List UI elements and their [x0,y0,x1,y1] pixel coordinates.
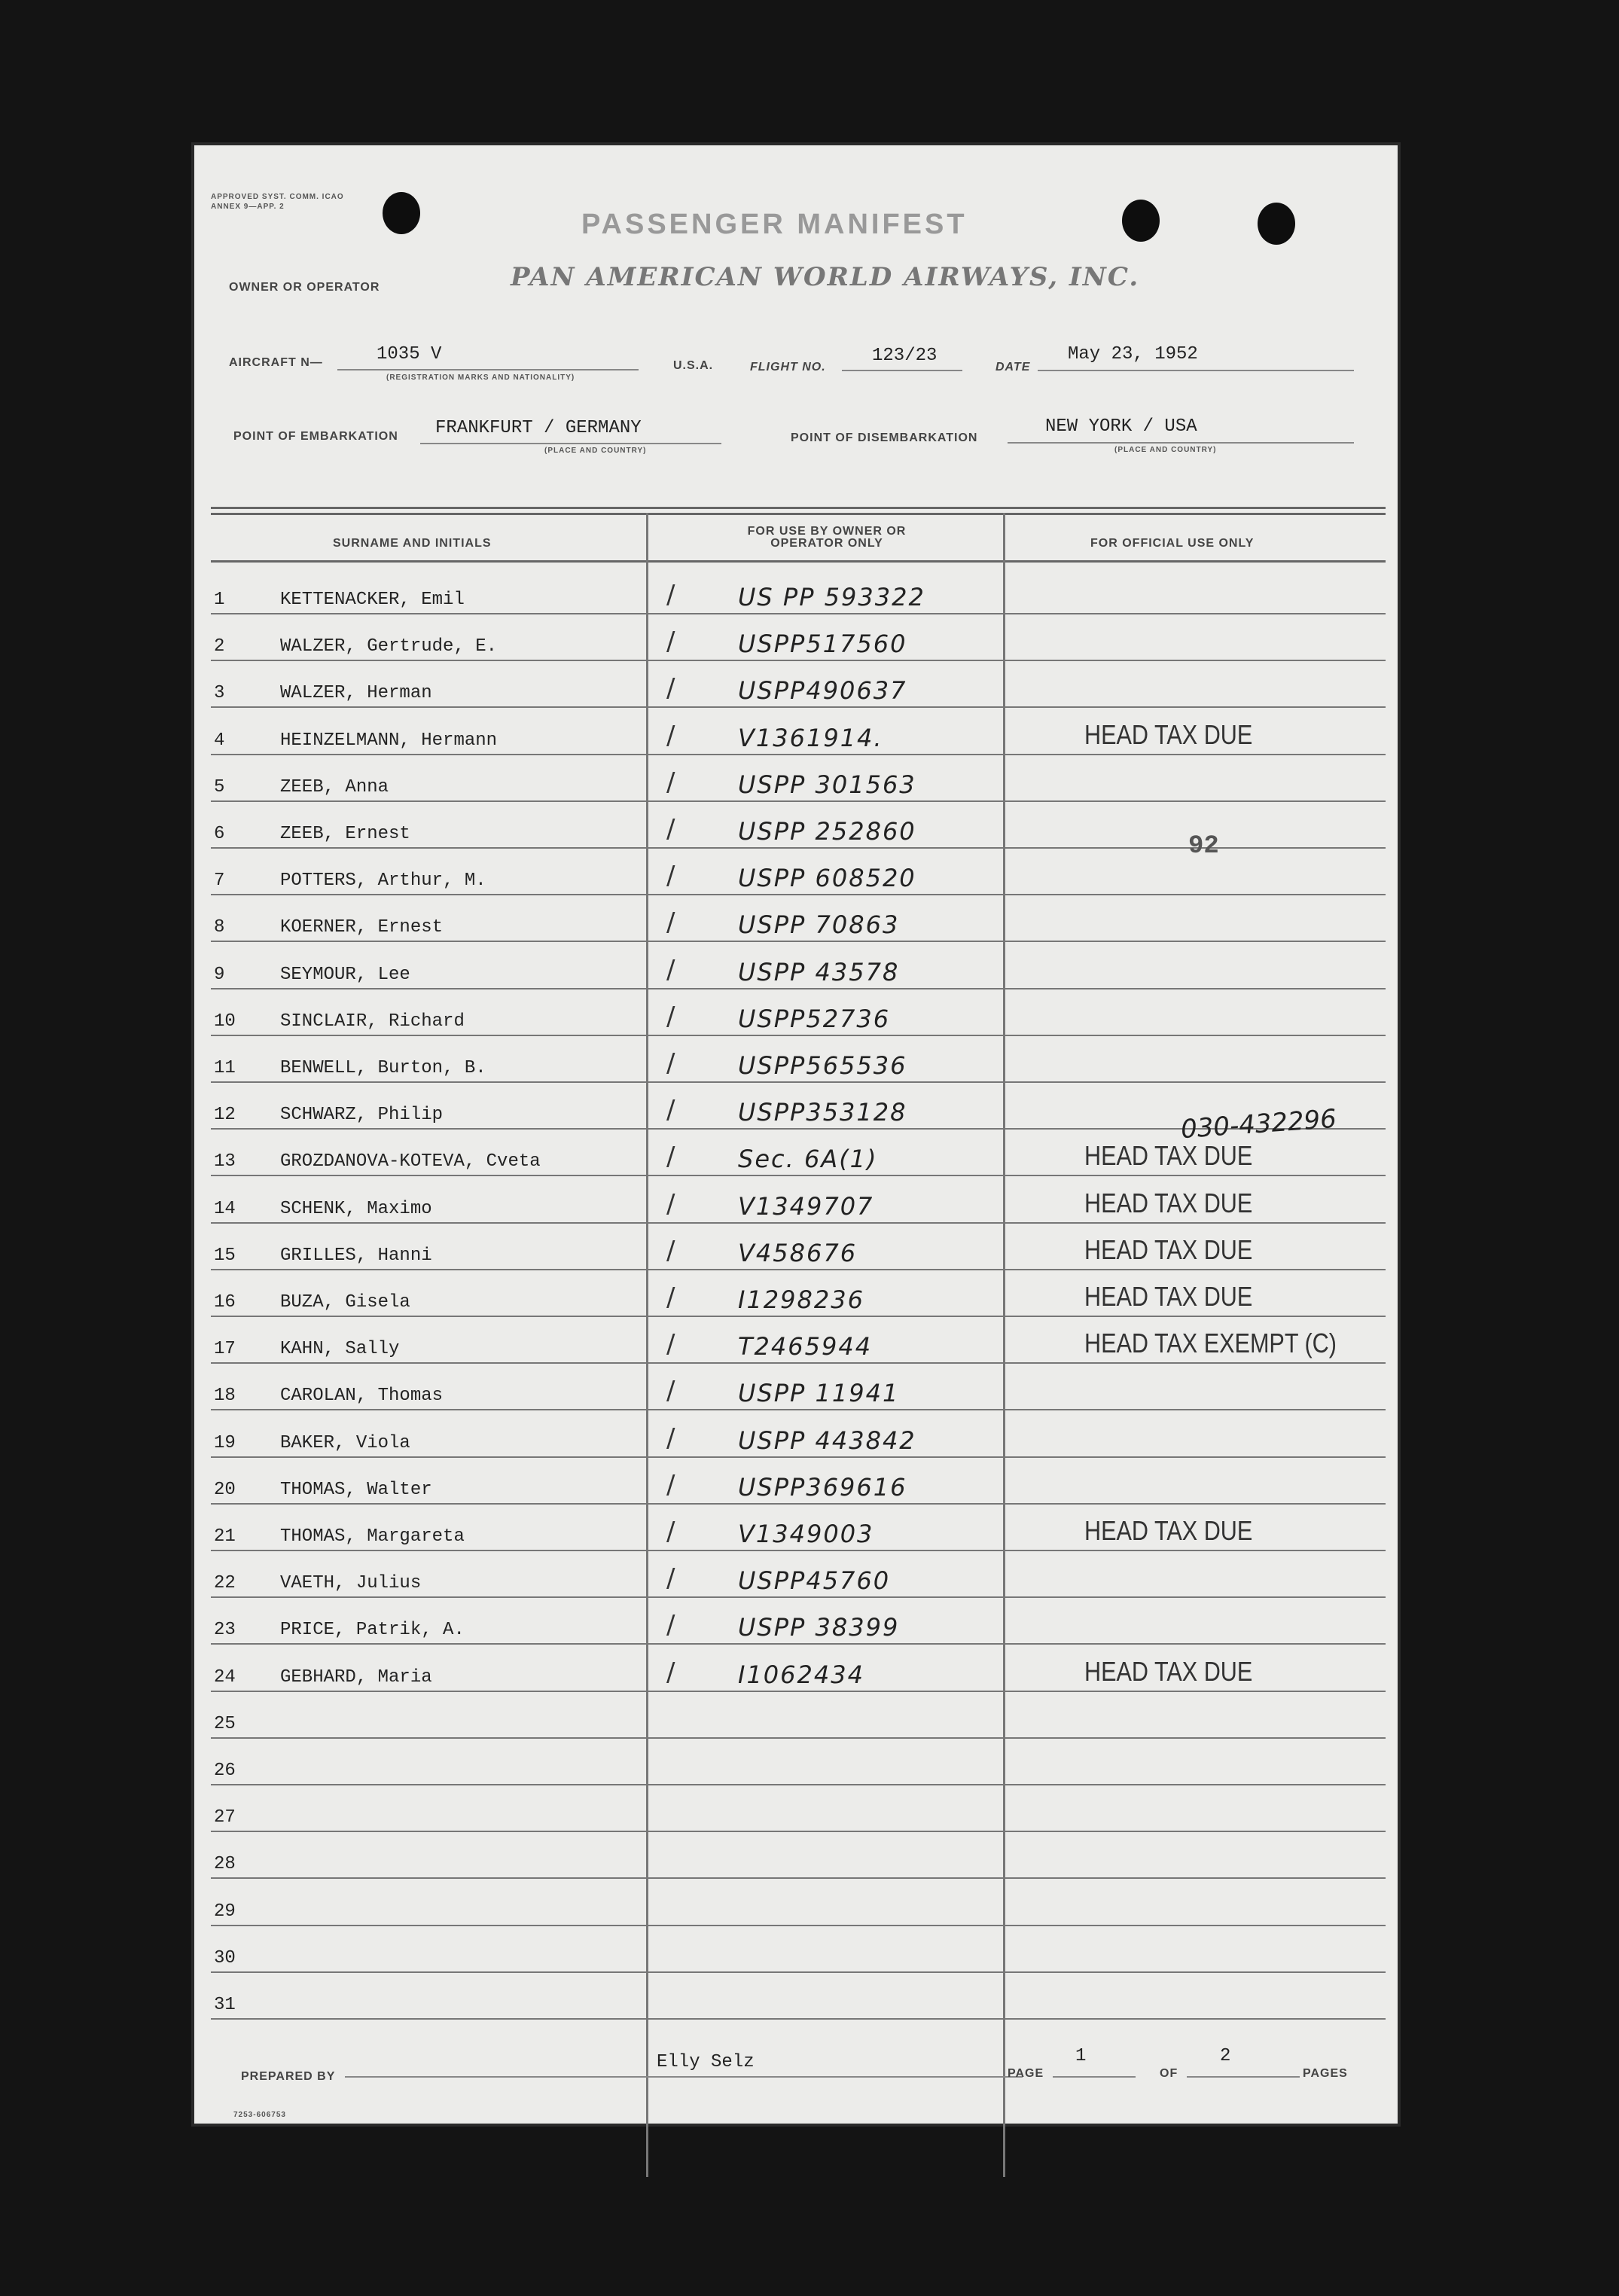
handwritten-id: 030-432296 [1179,1103,1338,1145]
flight-value: 123/23 [872,346,938,366]
official-note: HEAD TAX DUE [1084,1515,1253,1546]
passenger-name: GEBHARD, Maria [280,1666,432,1688]
table-row [211,1223,1386,1270]
passport-number: USPP517560 [738,630,907,659]
check-mark: / [666,580,675,610]
row-number: 30 [214,1947,236,1968]
row-number: 15 [214,1245,236,1266]
row-number: 24 [214,1666,236,1688]
passport-number: US PP 593322 [738,583,925,611]
date-value: May 23, 1952 [1068,344,1198,364]
table-row [211,1457,1386,1505]
check-mark: / [666,907,675,938]
row-number: 1 [214,590,225,610]
check-mark: / [666,673,675,704]
passport-number: USPP369616 [738,1472,907,1502]
passport-number: I1298236 [738,1285,864,1314]
flight-label: FLIGHT NO. [750,361,826,374]
check-mark: / [666,1329,675,1360]
row-number: 17 [214,1339,236,1360]
passenger-name: WALZER, Herman [280,683,432,704]
table-row [211,1972,1386,2020]
owner-label: OWNER OR OPERATOR [229,281,380,294]
passport-number: USPP 301563 [738,770,916,799]
passport-number: Sec. 6A(1) [738,1145,878,1174]
passenger-name: KETTENACKER, Emil [280,590,465,610]
col-official-header: FOR OFFICIAL USE ONLY [1090,537,1255,550]
operator-name: PAN AMERICAN WORLD AIRWAYS, INC. [511,262,1140,292]
passenger-name: ZEEB, Ernest [280,824,410,844]
page-label: PAGE [1008,2067,1044,2080]
row-number: 7 [214,871,225,892]
punch-hole-icon [1122,200,1160,242]
aircraft-label: AIRCRAFT N— [229,356,323,369]
passenger-name: THOMAS, Margareta [280,1526,465,1547]
row-number: 11 [214,1058,236,1078]
disembark-label: POINT OF DISEMBARKATION [791,431,978,444]
prepared-label: PREPARED BY [241,2070,336,2083]
row-number: 22 [214,1573,236,1594]
table-row [211,1785,1386,1832]
row-number: 3 [214,683,225,704]
embark-label: POINT OF EMBARKATION [233,430,398,443]
check-mark: / [666,861,675,892]
disembark-sub: (PLACE AND COUNTRY) [1114,446,1217,454]
check-mark: / [666,1469,675,1500]
check-mark: / [666,1657,675,1688]
row-number: 6 [214,824,225,844]
row-number: 31 [214,1995,236,2015]
passport-number: USPP565536 [738,1051,907,1080]
check-mark: / [666,1563,675,1594]
check-mark: / [666,1517,675,1547]
passport-number: USPP 43578 [738,957,900,986]
of-value: 2 [1220,2046,1231,2066]
table-row [211,660,1386,708]
passport-number: USPP 38399 [738,1613,900,1642]
check-mark: / [666,1235,675,1266]
official-note: HEAD TAX DUE [1084,1140,1253,1172]
passenger-name: GRILLES, Hanni [280,1245,432,1266]
table-row [211,708,1386,755]
row-number: 19 [214,1432,236,1453]
passenger-name: SCHENK, Maximo [280,1198,432,1219]
passenger-name: KOERNER, Ernest [280,917,444,938]
manifest-sheet [194,145,1398,2124]
passport-number: T2465944 [738,1332,873,1361]
embark-value: FRANKFURT / GERMANY [435,418,642,438]
row-number: 26 [214,1761,236,1781]
col-owner-header: FOR USE BY OWNER OR OPERATOR ONLY [747,525,907,550]
passport-number: I1062434 [738,1660,864,1689]
table-row [211,1691,1386,1739]
check-mark: / [666,954,675,985]
table-row [211,1316,1386,1364]
approval-note: APPROVED SYST. COMM. ICAO ANNEX 9—APP. 2 [211,193,344,211]
passport-number: V1349707 [738,1191,874,1221]
passenger-name: BAKER, Viola [280,1432,410,1453]
table-row [211,1504,1386,1551]
table-row [211,755,1386,802]
check-mark: / [666,1142,675,1172]
table-row [211,1270,1386,1317]
passport-number: USPP 11941 [738,1379,900,1408]
check-mark: / [666,1610,675,1641]
aircraft-value: 1035 V [377,344,442,364]
row-number: 27 [214,1807,236,1828]
page-value: 1 [1075,2046,1087,2066]
official-note: HEAD TAX DUE [1084,1187,1253,1218]
passport-number: USPP 608520 [738,864,916,893]
check-mark: / [666,767,675,797]
punch-hole-icon [383,192,420,234]
passenger-name: KAHN, Sally [280,1339,400,1360]
check-mark: / [666,1422,675,1453]
check-mark: / [666,814,675,844]
row-number: 29 [214,1901,236,1922]
passport-number: V458676 [738,1238,858,1267]
table-row [211,614,1386,661]
row-number: 10 [214,1011,236,1032]
table-row [211,1645,1386,1692]
check-mark: / [666,1282,675,1313]
form-number: 7253-606753 [233,2111,286,2119]
passport-number: USPP490637 [738,676,907,706]
stamp-number: 92 [1188,832,1219,861]
row-number: 12 [214,1105,236,1126]
passport-number: V1349003 [738,1520,874,1548]
passport-number: USPP 252860 [738,817,916,846]
passport-number: USPP 443842 [738,1425,916,1455]
row-number: 16 [214,1292,236,1313]
passenger-name: GROZDANOVA-KOTEVA, Cveta [280,1151,541,1172]
table-row [211,1363,1386,1410]
table-row [211,989,1386,1036]
passenger-name: HEINZELMANN, Hermann [280,730,498,751]
table-row [211,1176,1386,1224]
passenger-name: SEYMOUR, Lee [280,964,410,985]
form-title: PASSENGER MANIFEST [581,209,968,240]
table-row [211,1550,1386,1598]
table-row [211,1597,1386,1645]
table-row [211,567,1386,614]
passenger-name: PRICE, Patrik, A. [280,1620,465,1641]
row-number: 9 [214,964,225,985]
date-label: DATE [995,361,1031,374]
table-row [211,895,1386,942]
table-row [211,1035,1386,1083]
punch-hole-icon [1258,203,1295,245]
passenger-name: ZEEB, Anna [280,776,389,797]
passport-number: USPP52736 [738,1004,891,1033]
table-row [211,1410,1386,1458]
passenger-name: BENWELL, Burton, B. [280,1058,486,1078]
row-number: 21 [214,1526,236,1547]
row-number: 20 [214,1479,236,1500]
row-number: 25 [214,1713,236,1734]
passport-number: USPP353128 [738,1098,907,1127]
row-number: 28 [214,1854,236,1875]
pages-label: PAGES [1303,2067,1348,2080]
check-mark: / [666,1048,675,1078]
embark-sub: (PLACE AND COUNTRY) [544,447,647,455]
passenger-name: POTTERS, Arthur, M. [280,871,486,892]
passenger-name: VAETH, Julius [280,1573,422,1594]
row-number: 5 [214,776,225,797]
row-number: 23 [214,1620,236,1641]
table-row [211,1926,1386,1973]
prepared-value: Elly Selz [657,2052,755,2072]
check-mark: / [666,627,675,657]
table-row [211,942,1386,989]
passenger-name: BUZA, Gisela [280,1292,410,1313]
row-number: 14 [214,1198,236,1219]
table-row [211,1831,1386,1879]
check-mark: / [666,1188,675,1219]
row-number: 18 [214,1386,236,1407]
official-note: HEAD TAX DUE [1084,1655,1253,1687]
usa-label: U.S.A. [673,359,714,372]
official-note: HEAD TAX EXEMPT (C) [1084,1328,1337,1359]
official-note: HEAD TAX DUE [1084,718,1253,750]
row-number: 13 [214,1151,236,1172]
aircraft-sub: (REGISTRATION MARKS AND NATIONALITY) [386,374,575,382]
table-row [211,1738,1386,1785]
table-row [211,1879,1386,1926]
of-label: OF [1160,2067,1178,2080]
check-mark: / [666,720,675,751]
passport-number: USPP45760 [738,1566,891,1596]
passport-number: USPP 70863 [738,910,900,940]
passenger-name: WALZER, Gertrude, E. [280,636,498,657]
check-mark: / [666,1001,675,1032]
passenger-name: CAROLAN, Thomas [280,1386,444,1407]
passenger-name: SCHWARZ, Philip [280,1105,444,1126]
passport-number: V1361914. [738,723,883,752]
row-number: 4 [214,730,225,751]
passenger-name: THOMAS, Walter [280,1479,432,1500]
row-number: 2 [214,636,225,657]
passenger-name: SINCLAIR, Richard [280,1011,465,1032]
check-mark: / [666,1376,675,1407]
col-name-header: SURNAME AND INITIALS [333,537,492,550]
check-mark: / [666,1095,675,1126]
disembark-value: NEW YORK / USA [1045,416,1197,437]
official-note: HEAD TAX DUE [1084,1233,1253,1265]
official-note: HEAD TAX DUE [1084,1281,1253,1312]
row-number: 8 [214,917,225,938]
